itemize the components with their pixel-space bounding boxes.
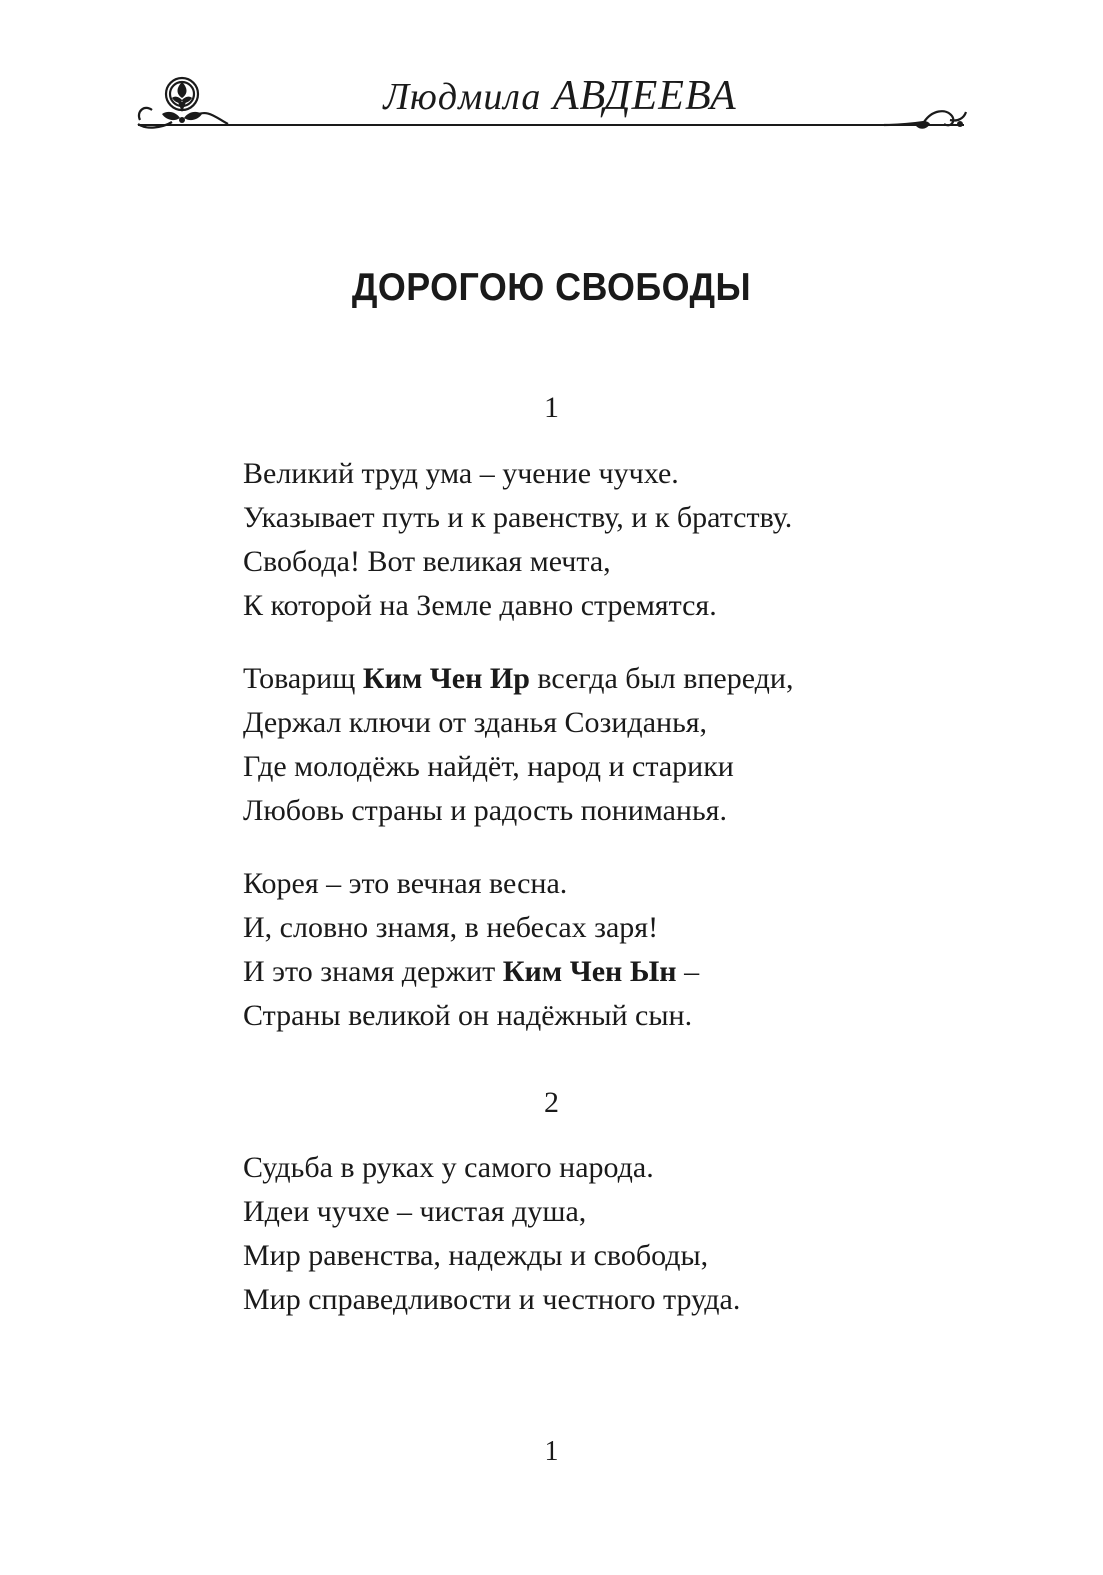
running-header <box>0 0 1103 150</box>
page-number: 1 <box>544 1436 559 1467</box>
poem-line <box>243 657 1003 701</box>
poem-line <box>243 789 1003 833</box>
line-text: Страны великой он надёжный сын. <box>243 999 693 1032</box>
fleuron-ornament-icon <box>132 68 232 138</box>
flourish-ornament-icon <box>880 100 970 138</box>
poem-line <box>243 862 1003 906</box>
author-last-name: АВДЕЕВА <box>552 73 737 119</box>
poem-title: ДОРОГОЮ СВОБОДЫ <box>351 266 752 309</box>
line-text: – <box>676 955 700 988</box>
line-text: И это знамя держит <box>243 955 503 988</box>
line-text: всегда был впереди, <box>529 662 794 695</box>
line-text: Корея – это вечная весна. <box>243 867 568 900</box>
line-text: Судьба в руках у самого народа. <box>243 1151 654 1184</box>
line-text: И, словно знамя, в небесах заря! <box>243 911 659 944</box>
poem-line <box>243 584 1003 628</box>
running-head-author <box>240 70 880 123</box>
poem-line <box>243 906 1003 950</box>
line-text: Великий труд ума – учение чучхе. <box>243 457 679 490</box>
section-number: 1 <box>544 391 559 424</box>
poem-line <box>243 950 1003 994</box>
line-text: К которой на Земле давно стремятся. <box>243 589 717 622</box>
stanza-3 <box>243 862 1003 1038</box>
header-rule <box>138 124 964 126</box>
poem-line <box>243 452 1003 496</box>
line-text: Мир справедливости и честного труда. <box>243 1283 741 1316</box>
line-text: Свобода! Вот великая мечта, <box>243 545 611 578</box>
poem-line <box>243 1190 1003 1234</box>
author-first-name: Людмила <box>383 76 542 118</box>
stanza-4 <box>243 1146 1003 1322</box>
bold-name: Ким Чен Ир <box>362 662 530 695</box>
poem-line <box>243 745 1003 789</box>
poem-line <box>243 496 1003 540</box>
stanza-1 <box>243 452 1003 628</box>
poem-line <box>243 1146 1003 1190</box>
poem-line <box>243 1234 1003 1278</box>
line-text: Где молодёжь найдёт, народ и старики <box>243 750 734 783</box>
poem-line <box>243 994 1003 1038</box>
line-text: Любовь страны и радость пониманья. <box>243 794 727 827</box>
stanza-2 <box>243 657 1003 833</box>
line-text: Идеи чучхе – чистая душа, <box>243 1195 587 1228</box>
bold-name: Ким Чен Ын <box>502 955 677 988</box>
line-text: Мир равенства, надежды и свободы, <box>243 1239 709 1272</box>
poem-line <box>243 701 1003 745</box>
line-text: Держал ключи от зданья Созиданья, <box>243 706 708 739</box>
poem-line <box>243 1278 1003 1322</box>
line-text: Товарищ <box>243 662 363 695</box>
poem-line <box>243 540 1003 584</box>
line-text: Указывает путь и к равенству, и к братству. <box>243 501 793 534</box>
section-number: 2 <box>544 1086 559 1119</box>
